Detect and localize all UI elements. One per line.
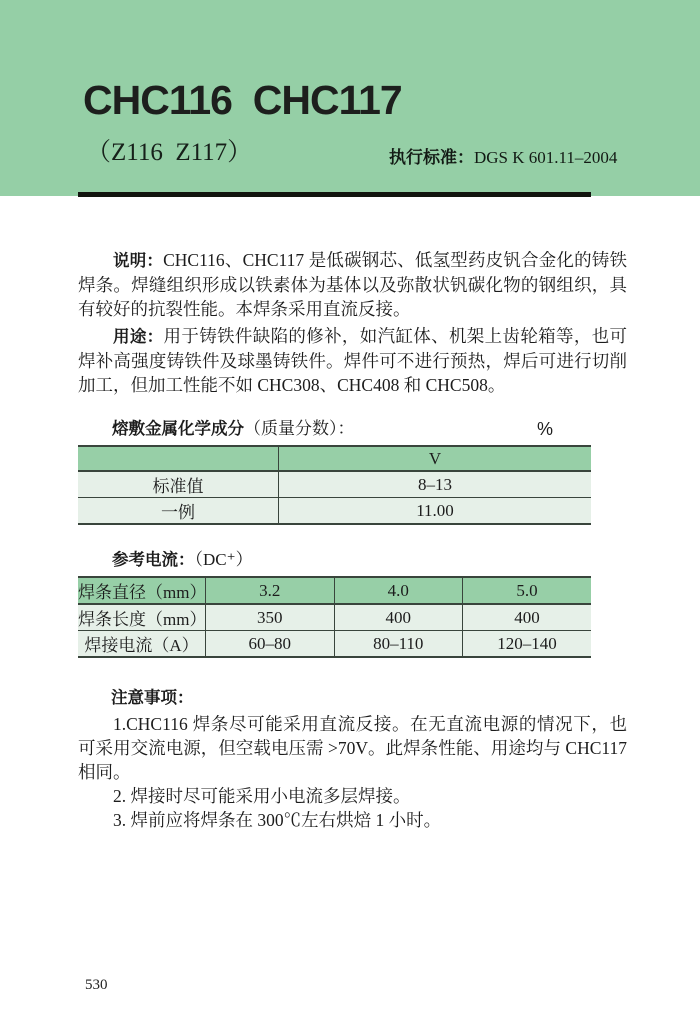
notes-section	[78, 688, 627, 832]
table-cell: 焊条直径（mm）	[78, 577, 206, 604]
composition-table	[78, 445, 591, 525]
table-cell: 3.2	[206, 577, 335, 604]
page-subtitle: （Z116 Z117）	[86, 139, 253, 166]
description-paragraph	[78, 248, 627, 321]
table-cell: 400	[463, 604, 592, 631]
description-text: CHC116、CHC117 是低碳钢芯、低氢型药皮钒合金化的铸铁焊条。焊缝组织形成以铁素体为基体以及弥散状钒碳化物的钢组织，具有较好的抗裂性能。本焊条采用直流反接。	[78, 250, 628, 319]
current-caption	[78, 550, 253, 570]
header-divider-rule	[78, 192, 591, 197]
note-item-3: 3. 焊前应将焊条在 300℃左右烘焙 1 小时。	[113, 810, 442, 830]
usage-label: 用途：	[113, 328, 164, 346]
composition-caption-rest: （质量分数）：	[244, 419, 355, 438]
table-cell: 5.0	[463, 577, 592, 604]
notes-label: 注意事项：	[111, 689, 194, 707]
standard-label: 执行标准：	[389, 148, 474, 167]
standard-value: DGS K 601.11–2004	[474, 148, 618, 167]
page-title: CHC116 CHC117	[83, 77, 402, 123]
table-cell: 8–13	[279, 471, 592, 498]
composition-caption-bold: 熔敷金属化学成分	[112, 420, 244, 438]
table-row	[78, 446, 591, 471]
composition-unit: %	[536, 419, 553, 439]
table-row	[78, 498, 591, 525]
current-caption-rest: （DC⁺）	[194, 550, 253, 569]
usage-paragraph	[78, 324, 627, 397]
table-cell: 80–110	[334, 631, 463, 658]
standard-line	[389, 143, 617, 168]
table-row	[78, 471, 591, 498]
current-table	[78, 576, 591, 658]
table-cell: 11.00	[279, 498, 592, 525]
page-number: 530	[85, 977, 108, 993]
usage-text: 用于铸铁件缺陷的修补，如汽缸体、机架上齿轮箱等，也可焊补高强度铸铁件及球墨铸铁件。焊件可不进行预热，焊后可进行切削加工，但加工性能不如 CHC308、CHC408 和 CHC508。	[78, 326, 628, 395]
table-cell: 120–140	[463, 631, 592, 658]
current-caption-bold: 参考电流：	[112, 551, 195, 569]
header-band	[0, 0, 700, 196]
note-item-2: 2. 焊接时尽可能采用小电流多层焊接。	[113, 786, 411, 806]
table-cell: V	[279, 446, 592, 471]
composition-caption-row	[78, 419, 591, 439]
table-cell: 焊条长度（mm）	[78, 604, 206, 631]
table-row	[78, 631, 591, 658]
table-row	[78, 604, 591, 631]
table-cell: 350	[206, 604, 335, 631]
description-label: 说明：	[113, 252, 164, 270]
table-row	[78, 577, 591, 604]
table-cell: 400	[334, 604, 463, 631]
current-caption-row	[78, 550, 591, 570]
table-cell: 60–80	[206, 631, 335, 658]
table-cell: 标准值	[78, 471, 279, 498]
composition-caption	[78, 419, 355, 439]
table-cell: 焊接电流（A）	[78, 631, 206, 658]
note-item-1: 1.CHC116 焊条尽可能采用直流反接。在无直流电源的情况下，也可采用交流电源，但空载电压需 >70V。此焊条性能、用途均与 CHC117 相同。	[78, 714, 627, 782]
table-cell: 4.0	[334, 577, 463, 604]
table-cell: 一例	[78, 498, 279, 525]
table-cell	[78, 446, 279, 471]
page-content	[78, 248, 627, 832]
